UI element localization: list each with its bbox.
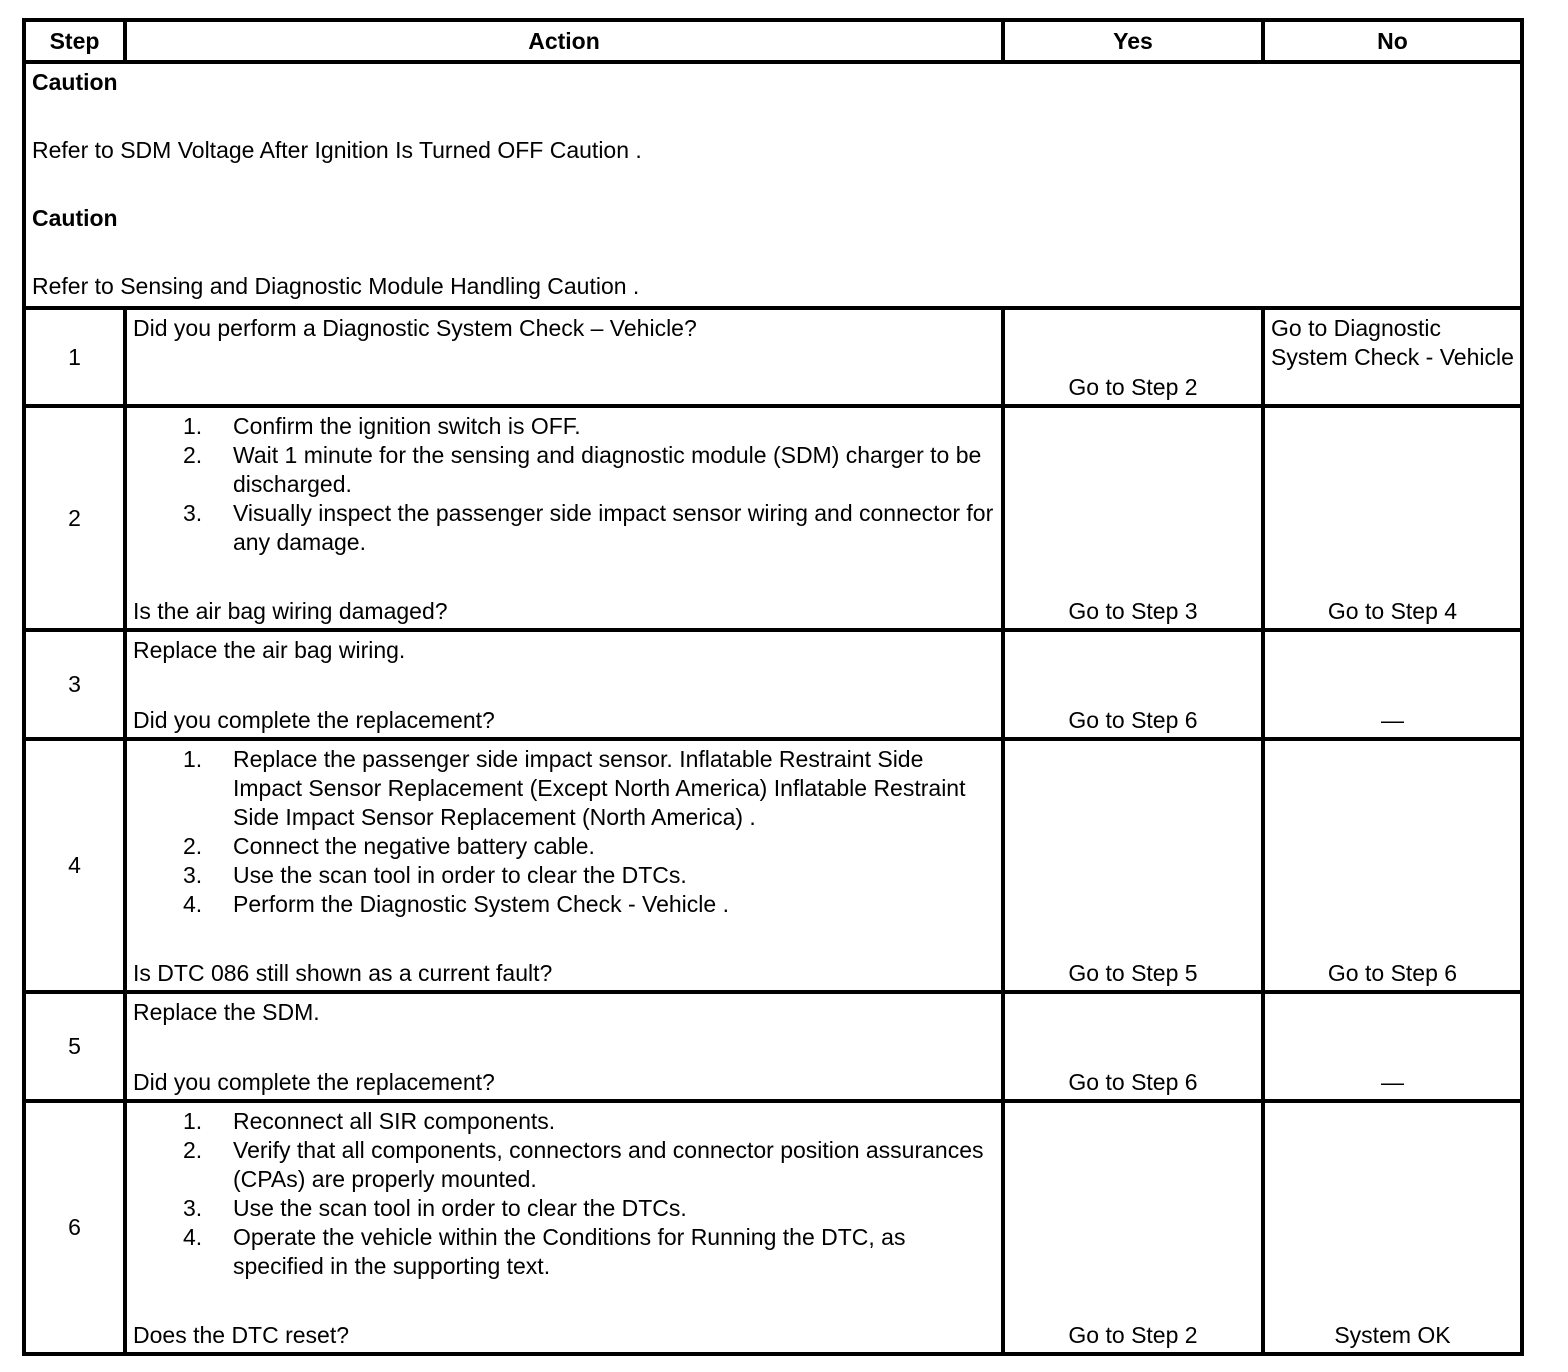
list-item: 2. Wait 1 minute for the sensing and diagnostic module (SDM) charger to be discharged. xyxy=(183,442,982,497)
action-instruction: Replace the SDM. xyxy=(133,999,320,1025)
header-no: No xyxy=(1263,20,1522,62)
action-steps-list xyxy=(133,745,995,919)
action-question: Did you complete the replacement? xyxy=(133,707,495,733)
caution-title-1: Caution xyxy=(32,69,118,95)
yes-link[interactable]: Go to Step 2 xyxy=(1003,308,1263,406)
list-item: 1. Reconnect all SIR components. xyxy=(183,1108,556,1134)
step-number: 2 xyxy=(24,406,125,630)
action-cell xyxy=(125,1101,1003,1354)
caution-title-2: Caution xyxy=(32,205,118,231)
action-cell xyxy=(125,630,1003,739)
step-number: 6 xyxy=(24,1101,125,1354)
no-link[interactable]: Go to Step 4 xyxy=(1263,406,1522,630)
step-number: 4 xyxy=(24,739,125,992)
caution-cell xyxy=(24,62,1522,308)
action-cell xyxy=(125,992,1003,1101)
action-cell xyxy=(125,308,1003,406)
list-item: 3. Use the scan tool in order to clear the DTCs. xyxy=(183,862,687,888)
action-question: Is the air bag wiring damaged? xyxy=(133,598,448,624)
table-row xyxy=(24,308,1522,406)
table-row xyxy=(24,739,1522,992)
action-steps-list xyxy=(133,1107,995,1281)
step-number: 5 xyxy=(24,992,125,1101)
yes-link[interactable]: Go to Step 3 xyxy=(1003,406,1263,630)
yes-link[interactable]: Go to Step 6 xyxy=(1003,630,1263,739)
yes-link[interactable]: Go to Step 6 xyxy=(1003,992,1263,1101)
caution-row xyxy=(24,62,1522,308)
no-dash: — xyxy=(1263,630,1522,739)
action-steps-list xyxy=(133,412,995,557)
table-row xyxy=(24,1101,1522,1354)
header-yes: Yes xyxy=(1003,20,1263,62)
table-row xyxy=(24,630,1522,739)
action-cell xyxy=(125,739,1003,992)
list-item: 2. Verify that all components, connectors and connector position assurances (CPAs) are properly mounted. xyxy=(183,1137,984,1192)
list-item: 1. Replace the passenger side impact sensor. Inflatable Restraint Side Impact Sensor Replacement (Except North America) Inflatable Restraint Side Impact Sensor Replacement (North America) . xyxy=(183,746,966,830)
yes-link[interactable]: Go to Step 5 xyxy=(1003,739,1263,992)
caution-text-2: Refer to Sensing and Diagnostic Module Handling Caution . xyxy=(32,273,640,299)
action-cell xyxy=(125,406,1003,630)
list-item: 3. Visually inspect the passenger side impact sensor wiring and connector for any damage. xyxy=(183,500,994,555)
action-question: Is DTC 086 still shown as a current fault? xyxy=(133,960,553,986)
action-question: Did you perform a Diagnostic System Check – Vehicle? xyxy=(133,315,697,341)
step-number: 1 xyxy=(24,308,125,406)
no-link[interactable]: Go to Step 6 xyxy=(1263,739,1522,992)
list-item: 4. Perform the Diagnostic System Check - Vehicle . xyxy=(183,891,729,917)
step-number: 3 xyxy=(24,630,125,739)
list-item: 2. Connect the negative battery cable. xyxy=(183,833,595,859)
no-dash: — xyxy=(1263,992,1522,1101)
header-action: Action xyxy=(125,20,1003,62)
header-row xyxy=(24,20,1522,62)
diagnostic-table xyxy=(22,18,1524,1356)
table-row xyxy=(24,992,1522,1101)
no-link[interactable]: Go to Diagnostic System Check - Vehicle xyxy=(1263,308,1522,406)
list-item: 1. Confirm the ignition switch is OFF. xyxy=(183,413,581,439)
table-row xyxy=(24,406,1522,630)
list-item: 3. Use the scan tool in order to clear the DTCs. xyxy=(183,1195,687,1221)
yes-link[interactable]: Go to Step 2 xyxy=(1003,1101,1263,1354)
caution-text-1: Refer to SDM Voltage After Ignition Is Turned OFF Caution . xyxy=(32,137,642,163)
header-step: Step xyxy=(24,20,125,62)
action-question: Does the DTC reset? xyxy=(133,1322,350,1348)
no-result: System OK xyxy=(1263,1101,1522,1354)
action-question: Did you complete the replacement? xyxy=(133,1069,495,1095)
action-instruction: Replace the air bag wiring. xyxy=(133,637,406,663)
list-item: 4. Operate the vehicle within the Conditions for Running the DTC, as specified in the supporting text. xyxy=(183,1224,906,1279)
